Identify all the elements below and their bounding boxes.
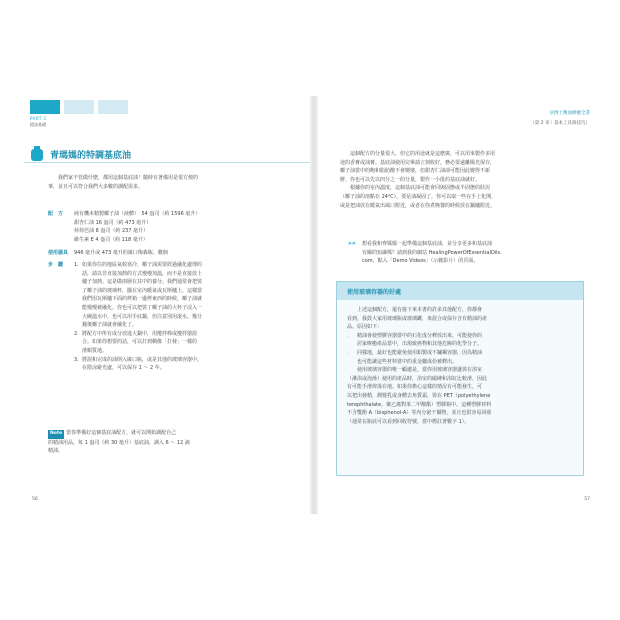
sidebar-title: 使用玻璃容器的好處 <box>347 288 402 296</box>
sidebar-line: 以把出發精，潤髮乳或身體去角質霜，裝在 PET（polyethylene <box>347 392 491 399</box>
link-line: 有關的知識嗎？請到我的網站 HealingPowerOfEssentialOils. <box>362 249 502 256</box>
step-number: 3. <box>74 356 79 363</box>
part-label: PART 1 <box>30 116 47 121</box>
link-line: com，點入「Demo Videos」（示範影片）的頁面。 <box>362 258 479 265</box>
step-text <box>82 356 202 373</box>
note-tag: Note <box>48 430 64 439</box>
part-subtitle: 精油基礎 <box>30 122 46 127</box>
sidebar-line: 不含雙酚 A（bisphenol-A）等內分泌干擾物，並且也很容易回收 <box>347 410 492 417</box>
step-line: 爐子加熱。這是做兩層在其中的養分。我們通常會把裝 <box>82 279 203 286</box>
bottle-icon <box>28 146 46 162</box>
step-text <box>82 261 202 330</box>
step-number: 1. <box>74 262 79 268</box>
ingredient-item: 純有機未精製椰子油（液體） 54 盎司（約 1596 毫升） <box>74 211 201 217</box>
note-section <box>48 429 284 456</box>
sidebar-line: 有可能手滑摔落在地。如果你擔心這樣的情況有可能發生，可 <box>347 384 483 391</box>
video-link-note <box>348 240 580 266</box>
body-line: 根據你的室內溫度，這個基底油可能會同與固態或半固態的狀況 <box>350 185 491 192</box>
sidebar-line: terephthalate，聚乙烯對苯二甲酸酯）塑膠瓶中。這種塑膠材料 <box>347 401 492 408</box>
step-item <box>74 356 284 373</box>
bullet-mark: ． <box>347 349 353 356</box>
step-number: 2. <box>74 330 79 337</box>
note-line: 精油。 <box>48 448 64 455</box>
sidebar-bullet <box>347 332 573 349</box>
step-line: 鐘後椰子油就會融化了。 <box>82 322 138 329</box>
step-item <box>74 330 284 356</box>
formula-section <box>48 210 200 244</box>
body-paragraphs <box>340 150 580 210</box>
sidebar-line: 看到，我鼓大家用玻璃瓶或玻璃罐，來混合或保存含有精油的產 <box>347 315 488 322</box>
step-line: 我們用瓦斯爐下面的烤箱一邊烤東西的時候，椰子油就 <box>82 296 203 303</box>
body-line: （椰子油的溶點在 24℃）。要是油凝固了，你可以取一些在手上化開， <box>340 193 497 200</box>
link-line: 想看我和齊媽媽一起準備這個基底油，並分享更多和基底油 <box>362 241 493 247</box>
intro-line: 我們家不管做什麼，都用這個基底油！隨時有著備用是很方便的 <box>58 175 199 181</box>
step-text <box>82 330 197 356</box>
body-line: 這個配方的分量很大，但它的用途就是這麼廣，可以用來製作多用 <box>350 151 496 157</box>
left-page <box>24 96 310 514</box>
bullet-mark: ． <box>347 332 353 339</box>
sidebar-bullet <box>347 349 573 366</box>
book-spine <box>310 96 318 514</box>
steps-list <box>74 261 284 373</box>
part-tab-1 <box>30 100 60 114</box>
step-line: 合。如果你想要的話，可以打到稠像「打發」一樣的 <box>82 339 198 346</box>
intro-line: 事，並且可以符合我們大多數的調配需求。 <box>48 183 144 190</box>
step-line: 話，請以非直接加熱的方式慢慢加溫，而不是直接放上 <box>82 270 203 277</box>
sidebar-line: 使用玻璃容器的唯一顧慮是，當你用玻璃容器盛裝在浴室 <box>357 367 483 374</box>
sidebar-body <box>337 300 583 426</box>
sidebar-line: （通常在瓶底可以看到回收符號，當中標註著數字 1）。 <box>347 418 470 425</box>
tools-label: 使用器具 <box>48 250 69 256</box>
step-line: 大碗溫水中，也可以用手底鍋，但注意別用滾水。幾分 <box>82 313 203 320</box>
ingredient-list <box>74 210 200 244</box>
note-text: 當你準備好這個基底油配方，就可以開始調配自己 <box>66 430 177 436</box>
note-line <box>48 429 284 439</box>
step-line: 了椰子油的玻璃杯，擺在室內暖氣或瓦斯爐上，這樣當 <box>82 287 203 294</box>
step-line: 能慢慢被融化。你也可以把裝了椰子油的大杯子浸入一 <box>82 304 203 311</box>
body-line: 鮮，你也可以先以四分之一的分量，製作一小批的基底油就好。 <box>340 176 481 183</box>
steps-label: 步 驟 <box>48 262 64 268</box>
sidebar-header <box>337 282 583 300</box>
page-number-left: 56 <box>32 497 38 502</box>
body-line: 或是把油放在暖氣出風口附近，或者在你煮晚餐的時候放在鍋爐附近。 <box>340 202 496 209</box>
section-header <box>24 146 310 162</box>
part-tabs <box>30 100 128 114</box>
double-chevron-icon: »» <box>348 240 356 247</box>
part-tab-2 <box>64 100 94 114</box>
step-item <box>74 261 284 330</box>
step-line: 將混和完成的油倒入廣口瓶，或是其他的玻璃容器中。 <box>82 356 203 363</box>
part-tab-3 <box>98 100 128 114</box>
section-title: 青瑪媽的特調基底油 <box>50 150 132 161</box>
book-title: 居博士精油療癒全書 <box>549 111 590 116</box>
ingredient-item: 維生素 E 4 盎司（約 118 毫升） <box>74 236 148 243</box>
note-line: 的精油用品，每 1 盎司（約 30 毫升）基底油，調入 6 ～ 12 滴 <box>48 439 190 446</box>
sidebar-line: 品。原因如下： <box>347 324 383 331</box>
sidebar-line: 上述這個配方，還有接下來本書的許多其他配方，你都會 <box>357 307 483 313</box>
glass-container-sidebar <box>336 281 584 476</box>
step-line: 滑順質地。 <box>82 347 108 354</box>
step-line: 如果你住的地區氣候寒冷，椰子油需要經過融化處理的 <box>82 262 203 268</box>
bullet-line: 居家療癒產品當中，出現致癌物和其他危險的化學分子。 <box>357 341 483 348</box>
right-page <box>318 96 598 514</box>
bullet-line: 同樣地，最好也能避免使用鋁製或不鏽鋼容器，因為精油 <box>357 349 483 356</box>
body-line: 椰子油當中的飽和脂肪酸不會變壞，但甜杏仁油卻可能因此變得不新 <box>340 168 491 175</box>
body-line: 途的香膏或油膏。基底油使用完畢請立刻收好，務必要遠離陽光保存， <box>340 159 496 166</box>
sidebar-line: （淋浴或泡澡）使用的產品時，浴室的磁磚和浴缸比較滑，因此 <box>347 375 488 382</box>
formula-label: 配 方 <box>48 211 64 217</box>
step-line: 將配方中所有成分放進大鍋中，用攪拌棒或攪拌器混 <box>82 330 198 337</box>
title-divider <box>24 162 310 163</box>
chapter-label: （第 2 章｜基本工具與技巧） <box>530 121 590 126</box>
step-line: 在陰涼避光處，可以保存 1 ～ 2 年。 <box>82 365 165 372</box>
intro-paragraph <box>48 174 284 191</box>
bullet-line: 精油會使塑膠容器當中的石化成分釋放出來，可能使你的 <box>357 332 483 339</box>
ingredient-item: 甜杏仁油 16 盎司（約 473 毫升） <box>74 219 152 226</box>
tools-text: 946 毫升或 473 毫升的廣口梅森瓶、數個 <box>74 250 168 256</box>
page-number-right: 57 <box>584 497 590 502</box>
steps-label-row <box>48 261 74 270</box>
link-text <box>362 240 502 266</box>
bullet-line: 也可能讓這些材料當中的重金屬成份被釋出。 <box>357 358 458 365</box>
ingredient-item: 荷荷芭油 8 盎司（約 237 毫升） <box>74 228 149 235</box>
tools-section <box>48 249 168 258</box>
